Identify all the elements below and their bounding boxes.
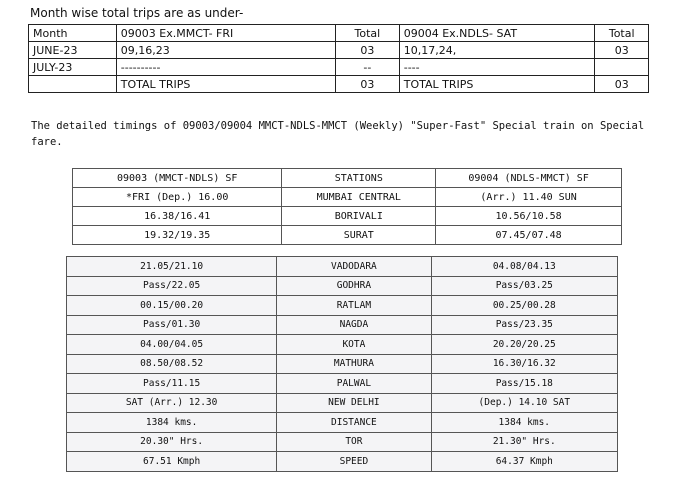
table-cell: PALWAL (277, 374, 431, 394)
table-cell: 10.56/10.58 (436, 207, 622, 226)
table-cell: 64.37 Kmph (431, 452, 617, 472)
table-cell: 1384 kms. (67, 413, 277, 433)
table-cell: 10,17,24, (399, 42, 595, 59)
table-row (67, 315, 618, 335)
table-row (67, 296, 618, 316)
table-cell: 09004 (NDLS-MMCT) SF (436, 169, 622, 188)
table-row (67, 432, 618, 452)
table-cell: 09004 Ex.NDLS- SAT (399, 25, 595, 42)
monthly-trips-table (28, 24, 649, 93)
table-cell: SAT (Arr.) 12.30 (67, 393, 277, 413)
table-row (67, 354, 618, 374)
table-cell: Pass/22.05 (67, 276, 277, 296)
table-cell: 09,16,23 (116, 42, 335, 59)
table-cell: Total (595, 25, 649, 42)
table-cell: Pass/01.30 (67, 315, 277, 335)
table-cell: MUMBAI CENTRAL (282, 188, 436, 207)
table-cell: 20.30" Hrs. (67, 432, 277, 452)
table-cell: Pass/15.18 (431, 374, 617, 394)
table-cell: 19.32/19.35 (73, 226, 282, 245)
table-total-row (29, 76, 649, 93)
table-cell: 00.25/00.28 (431, 296, 617, 316)
table-cell: ---------- (116, 59, 335, 76)
table-row (73, 188, 622, 207)
table-cell: Month (29, 25, 117, 42)
table-cell: 21.30" Hrs. (431, 432, 617, 452)
table-cell: 07.45/07.48 (436, 226, 622, 245)
table-row (29, 59, 649, 76)
table-row (67, 393, 618, 413)
table-row (73, 226, 622, 245)
timing-table-bottom (66, 256, 618, 472)
table-cell: 03 (595, 42, 649, 59)
table-cell: TOR (277, 432, 431, 452)
table-cell: VADODARA (277, 257, 431, 277)
table-row (67, 452, 618, 472)
table-cell: Pass/23.35 (431, 315, 617, 335)
table-cell: 67.51 Kmph (67, 452, 277, 472)
table-cell: 03 (336, 76, 400, 93)
timing-description: The detailed timings of 09003/09004 MMCT-NDLS-MMCT (Weekly) "Super-Fast" Special train on Special fare. (31, 120, 645, 148)
table-cell: NAGDA (277, 315, 431, 335)
table-cell: RATLAM (277, 296, 431, 316)
table-cell: 04.08/04.13 (431, 257, 617, 277)
table-cell: TOTAL TRIPS (116, 76, 335, 93)
table-cell: ---- (399, 59, 595, 76)
table-cell: -- (336, 59, 400, 76)
table-cell: 03 (595, 76, 649, 93)
table-cell: *FRI (Dep.) 16.00 (73, 188, 282, 207)
table-row (67, 257, 618, 277)
table-cell: Pass/03.25 (431, 276, 617, 296)
table-cell: (Arr.) 11.40 SUN (436, 188, 622, 207)
table-cell: 08.50/08.52 (67, 354, 277, 374)
timing-table-top (72, 168, 622, 245)
table-cell: BORIVALI (282, 207, 436, 226)
table-row (67, 374, 618, 394)
table-cell (595, 59, 649, 76)
table-row (67, 413, 618, 433)
table-cell: STATIONS (282, 169, 436, 188)
table-cell: SURAT (282, 226, 436, 245)
table-cell: DISTANCE (277, 413, 431, 433)
table-header-row (29, 25, 649, 42)
table-cell: 09003 Ex.MMCT- FRI (116, 25, 335, 42)
table-cell: GODHRA (277, 276, 431, 296)
table-cell: MATHURA (277, 354, 431, 374)
table-cell: JULY-23 (29, 59, 117, 76)
table-cell: JUNE-23 (29, 42, 117, 59)
table-cell: Total (336, 25, 400, 42)
table-row (73, 207, 622, 226)
table-cell: 20.20/20.25 (431, 335, 617, 355)
table-cell: (Dep.) 14.10 SAT (431, 393, 617, 413)
page-heading: Month wise total trips are as under- (30, 6, 244, 20)
table-row (67, 276, 618, 296)
table-cell: 21.05/21.10 (67, 257, 277, 277)
table-cell: 16.38/16.41 (73, 207, 282, 226)
table-cell (29, 76, 117, 93)
table-cell: 1384 kms. (431, 413, 617, 433)
table-header-row (73, 169, 622, 188)
table-row (67, 335, 618, 355)
table-row (29, 42, 649, 59)
table-cell: Pass/11.15 (67, 374, 277, 394)
table-cell: NEW DELHI (277, 393, 431, 413)
table-cell: SPEED (277, 452, 431, 472)
table-cell: 09003 (MMCT-NDLS) SF (73, 169, 282, 188)
table-cell: 03 (336, 42, 400, 59)
table-cell: 04.00/04.05 (67, 335, 277, 355)
table-cell: 16.30/16.32 (431, 354, 617, 374)
table-cell: 00.15/00.20 (67, 296, 277, 316)
table-cell: TOTAL TRIPS (399, 76, 595, 93)
table-cell: KOTA (277, 335, 431, 355)
